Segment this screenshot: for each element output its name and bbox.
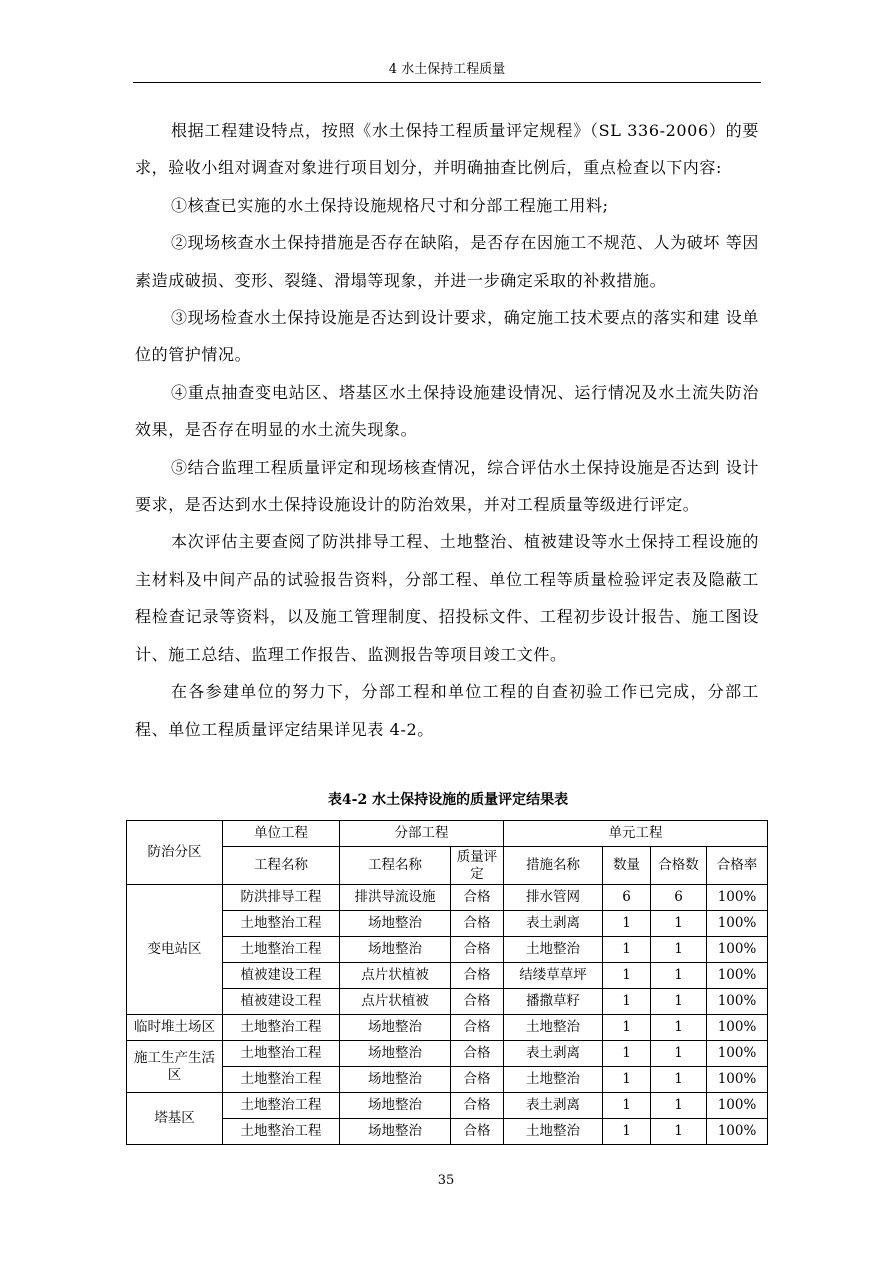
count-cell: 1 xyxy=(603,989,651,1015)
measure-cell: 土地整治 xyxy=(504,1015,603,1041)
zone-cell: 临时堆土场区 xyxy=(127,1015,223,1041)
measure-cell: 土地整治 xyxy=(504,1119,603,1145)
measure-cell: 土地整治 xyxy=(504,1067,603,1093)
rate-cell: 100% xyxy=(707,1119,768,1145)
table-row xyxy=(127,937,768,963)
grade-cell: 合格 xyxy=(451,1041,504,1067)
table-header-row xyxy=(127,847,768,885)
header-zone: 防治分区 xyxy=(127,821,223,885)
count-cell: 1 xyxy=(603,1041,651,1067)
table-row xyxy=(127,1119,768,1145)
count-cell: 1 xyxy=(603,1015,651,1041)
paragraph: ③现场检查水土保持设施是否达到设计要求，确定施工技术要点的落实和建 设单位的管护情况。 xyxy=(135,308,759,365)
header-pass-rate: 合格率 xyxy=(707,847,768,885)
measure-cell: 排水管网 xyxy=(504,885,603,911)
rate-cell: 100% xyxy=(707,1093,768,1119)
paragraph: ⑤结合监理工程质量评定和现场核查情况，综合评估水土保持设施是否达到 设计要求，是否达到水土保持设施设计的防治效果，并对工程质量等级进行评定。 xyxy=(135,457,759,515)
unit-cell: 土地整治工程 xyxy=(223,1015,340,1041)
pass-cell: 1 xyxy=(651,1015,707,1041)
rate-cell: 100% xyxy=(707,1015,768,1041)
rate-cell: 100% xyxy=(707,989,768,1015)
table-caption: 表4-2 水土保持设施的质量评定结果表 xyxy=(327,792,569,808)
table-row xyxy=(127,1093,768,1119)
quality-table xyxy=(126,820,768,1145)
body-text xyxy=(135,112,759,748)
grade-cell: 合格 xyxy=(451,1093,504,1119)
measure-cell: 土地整治 xyxy=(504,937,603,963)
pass-cell: 1 xyxy=(651,937,707,963)
zone-cell: 变电站区 xyxy=(127,885,223,1015)
unit-cell: 土地整治工程 xyxy=(223,1041,340,1067)
table-row xyxy=(127,885,768,911)
sub-cell: 场地整治 xyxy=(340,937,451,963)
grade-cell: 合格 xyxy=(451,911,504,937)
unit-cell: 植被建设工程 xyxy=(223,989,340,1015)
sub-cell: 场地整治 xyxy=(340,1119,451,1145)
pass-cell: 1 xyxy=(651,1093,707,1119)
pass-cell: 1 xyxy=(651,963,707,989)
pass-cell: 6 xyxy=(651,885,707,911)
running-header: 4 水土保持工程质量 xyxy=(388,62,506,77)
header-measure: 措施名称 xyxy=(504,847,603,885)
grade-cell: 合格 xyxy=(451,1015,504,1041)
table-row xyxy=(127,963,768,989)
unit-cell: 植被建设工程 xyxy=(223,963,340,989)
rate-cell: 100% xyxy=(707,937,768,963)
page-number: 35 xyxy=(437,1173,455,1188)
table-header-row xyxy=(127,821,768,847)
grade-cell: 合格 xyxy=(451,937,504,963)
pass-cell: 1 xyxy=(651,1067,707,1093)
measure-cell: 表土剥离 xyxy=(504,911,603,937)
count-cell: 1 xyxy=(603,937,651,963)
pass-cell: 1 xyxy=(651,911,707,937)
rate-cell: 100% xyxy=(707,963,768,989)
measure-cell: 结缕草草坪 xyxy=(504,963,603,989)
paragraph: 在各参建单位的努力下，分部工程和单位工程的自查初验工作已完成，分部工程、单位工程质量评定结果详见表 4-2。 xyxy=(135,682,759,739)
sub-cell: 场地整治 xyxy=(340,1041,451,1067)
sub-cell: 场地整治 xyxy=(340,911,451,937)
rate-cell: 100% xyxy=(707,1041,768,1067)
measure-cell: 表土剥离 xyxy=(504,1093,603,1119)
grade-cell: 合格 xyxy=(451,963,504,989)
rate-cell: 100% xyxy=(707,885,768,911)
count-cell: 1 xyxy=(603,963,651,989)
count-cell: 1 xyxy=(603,1093,651,1119)
count-cell: 1 xyxy=(603,1119,651,1145)
header-sub-group: 分部工程 xyxy=(340,821,504,847)
sub-cell: 点片状植被 xyxy=(340,989,451,1015)
sub-cell: 排洪导流设施 xyxy=(340,885,451,911)
paragraph: ④重点抽查变电站区、塔基区水土保持设施建设情况、运行情况及水土流失防治效果，是否存在明显的水土流失现象。 xyxy=(135,382,759,440)
unit-cell: 土地整治工程 xyxy=(223,911,340,937)
header-elem-group: 单元工程 xyxy=(504,821,768,847)
unit-cell: 土地整治工程 xyxy=(223,1093,340,1119)
unit-cell: 土地整治工程 xyxy=(223,937,340,963)
header-unit-name: 工程名称 xyxy=(223,847,340,885)
table-row xyxy=(127,1067,768,1093)
header-unit-group: 单位工程 xyxy=(223,821,340,847)
header-sub-grade: 质量评定 xyxy=(451,847,504,885)
sub-cell: 场地整治 xyxy=(340,1093,451,1119)
unit-cell: 土地整治工程 xyxy=(223,1119,340,1145)
header-count: 数量 xyxy=(603,847,651,885)
header-sub-name: 工程名称 xyxy=(340,847,451,885)
zone-cell: 施工生产生活区 xyxy=(127,1041,223,1093)
pass-cell: 1 xyxy=(651,1119,707,1145)
pass-cell: 1 xyxy=(651,1041,707,1067)
table-row xyxy=(127,1041,768,1067)
count-cell: 6 xyxy=(603,885,651,911)
zone-cell: 塔基区 xyxy=(127,1093,223,1145)
header-rule xyxy=(133,82,761,83)
paragraph: 本次评估主要查阅了防洪排导工程、土地整治、植被建设等水土保持工程设施的主材料及中间产品的试验报告资料，分部工程、单位工程等质量检验评定表及隐蔽工程检查记录等资料，以及施工管理制度、招投标文件、工程初步设计报告、施工图设计、施工总结、监理工作报告、监测报告等项目竣工文件。 xyxy=(135,532,759,664)
sub-cell: 场地整治 xyxy=(340,1015,451,1041)
grade-cell: 合格 xyxy=(451,1067,504,1093)
measure-cell: 播撒草籽 xyxy=(504,989,603,1015)
table-row xyxy=(127,1015,768,1041)
table-row xyxy=(127,989,768,1015)
table-row xyxy=(127,911,768,937)
sub-cell: 点片状植被 xyxy=(340,963,451,989)
rate-cell: 100% xyxy=(707,911,768,937)
measure-cell: 表土剥离 xyxy=(504,1041,603,1067)
rate-cell: 100% xyxy=(707,1067,768,1093)
grade-cell: 合格 xyxy=(451,989,504,1015)
count-cell: 1 xyxy=(603,1067,651,1093)
paragraph: ②现场核查水土保持措施是否存在缺陷，是否存在因施工不规范、人为破坏 等因素造成破损、变形、裂缝、滑塌等现象，并进一步确定采取的补救措施。 xyxy=(135,233,759,290)
paragraph: 根据工程建设特点，按照《水土保持工程质量评定规程》（SL 336-2006）的要求，验收小组对调查对象进行项目划分，并明确抽查比例后，重点检查以下内容: xyxy=(135,121,759,178)
unit-cell: 土地整治工程 xyxy=(223,1067,340,1093)
pass-cell: 1 xyxy=(651,989,707,1015)
paragraph: ①核查已实施的水土保持设施规格尺寸和分部工程施工用料; xyxy=(171,195,609,215)
count-cell: 1 xyxy=(603,911,651,937)
grade-cell: 合格 xyxy=(451,885,504,911)
grade-cell: 合格 xyxy=(451,1119,504,1145)
header-pass-count: 合格数 xyxy=(651,847,707,885)
sub-cell: 场地整治 xyxy=(340,1067,451,1093)
unit-cell: 防洪排导工程 xyxy=(223,885,340,911)
